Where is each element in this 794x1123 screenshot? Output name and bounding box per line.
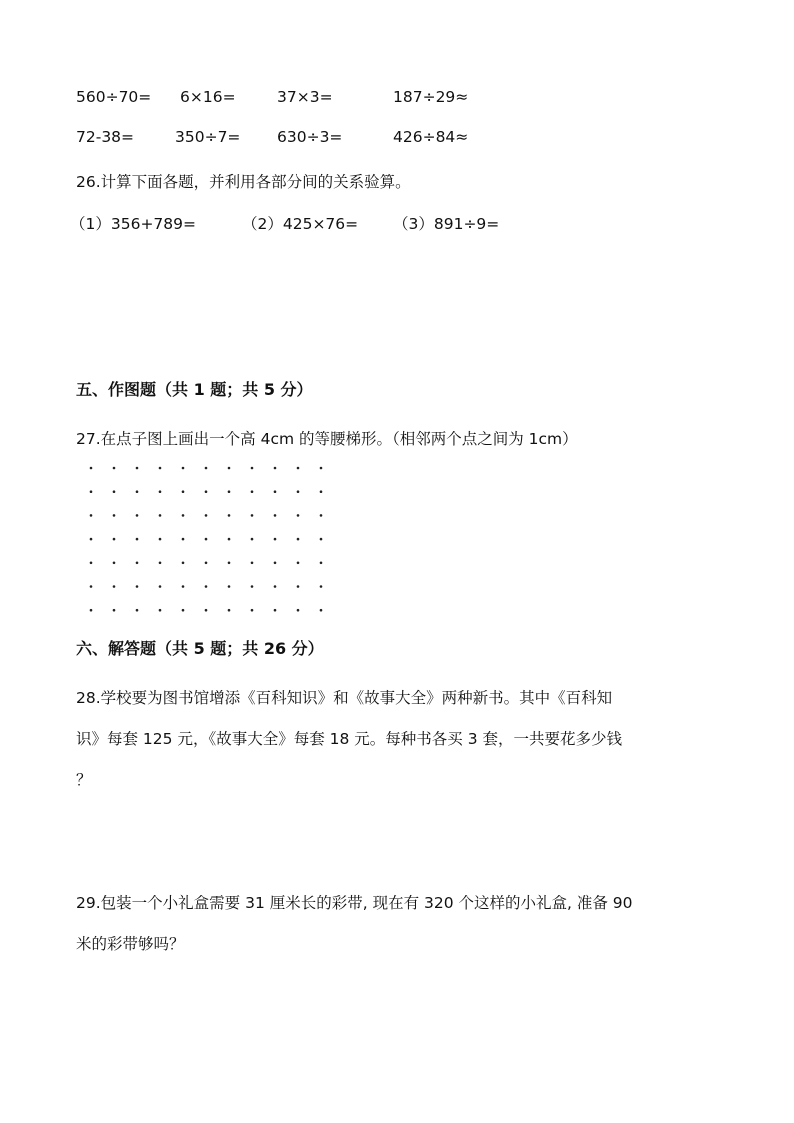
grid-dot <box>182 562 185 565</box>
grid-dot <box>205 490 208 493</box>
grid-dot <box>297 538 300 541</box>
grid-dot <box>274 467 277 470</box>
calc-item: 560÷70= <box>76 88 152 106</box>
grid-dot <box>274 538 277 541</box>
calc-item: 350÷7= <box>175 128 241 146</box>
grid-dot <box>274 609 277 612</box>
grid-dot <box>136 490 139 493</box>
calc-item: 37×3= <box>277 88 333 106</box>
calc-item: 630÷3= <box>277 128 343 146</box>
grid-dot <box>251 562 254 565</box>
grid-dot <box>228 467 231 470</box>
grid-dot <box>320 562 323 565</box>
grid-dot <box>113 562 116 565</box>
question-29-line: 29.包装一个小礼盒需要 31 厘米长的彩带, 现在有 320 个这样的小礼盒, 准备 90 <box>76 894 633 912</box>
grid-dot <box>274 585 277 588</box>
grid-dot <box>228 514 231 517</box>
grid-dot <box>182 609 185 612</box>
grid-dot <box>90 585 93 588</box>
grid-dot <box>136 538 139 541</box>
grid-dot <box>113 585 116 588</box>
question-27-text: 27.在点子图上画出一个高 4cm 的等腰梯形。（相邻两个点之间为 1cm） <box>76 430 578 448</box>
grid-dot <box>205 538 208 541</box>
grid-dot <box>90 562 93 565</box>
grid-dot <box>251 609 254 612</box>
calc-item: 72-38= <box>76 128 135 146</box>
calc-item: 187÷29≈ <box>393 88 469 106</box>
grid-dot <box>320 490 323 493</box>
grid-dot <box>159 562 162 565</box>
grid-dot <box>182 538 185 541</box>
dot-grid[interactable] <box>80 457 340 622</box>
grid-dot <box>297 514 300 517</box>
grid-dot <box>113 514 116 517</box>
grid-dot <box>251 490 254 493</box>
question-26-text: 26.计算下面各题，并利用各部分间的关系验算。 <box>76 173 411 191</box>
calc-item: 426÷84≈ <box>393 128 469 146</box>
question-28-line: 28.学校要为图书馆增添《百科知识》和《故事大全》两种新书。其中《百科知 <box>76 689 613 707</box>
grid-dot <box>297 467 300 470</box>
grid-dot <box>274 490 277 493</box>
grid-dot <box>251 467 254 470</box>
grid-dot <box>113 609 116 612</box>
grid-dot <box>136 585 139 588</box>
question-26-item: （1）356+789= <box>70 215 197 233</box>
grid-dot <box>274 514 277 517</box>
grid-dot <box>113 490 116 493</box>
grid-dot <box>297 609 300 612</box>
grid-dot <box>251 514 254 517</box>
grid-dot <box>228 609 231 612</box>
grid-dot <box>297 490 300 493</box>
grid-dot <box>159 585 162 588</box>
question-28-line: 识》每套 125 元，《故事大全》每套 18 元。每种书各买 3 套，一共要花多少钱 <box>76 730 622 748</box>
grid-dot <box>320 538 323 541</box>
grid-dot <box>90 490 93 493</box>
grid-dot <box>251 538 254 541</box>
grid-dot <box>159 514 162 517</box>
grid-dot <box>113 538 116 541</box>
grid-dot <box>90 467 93 470</box>
question-26-item: （3）891÷9= <box>393 215 500 233</box>
grid-dot <box>90 514 93 517</box>
grid-dot <box>297 562 300 565</box>
grid-dot <box>159 538 162 541</box>
grid-dot <box>205 609 208 612</box>
grid-dot <box>182 490 185 493</box>
grid-dot <box>297 585 300 588</box>
grid-dot <box>136 467 139 470</box>
grid-dot <box>228 538 231 541</box>
grid-dot <box>136 609 139 612</box>
grid-dot <box>320 609 323 612</box>
grid-dot <box>182 585 185 588</box>
grid-dot <box>228 585 231 588</box>
grid-dot <box>205 514 208 517</box>
grid-dot <box>205 585 208 588</box>
grid-dot <box>159 467 162 470</box>
grid-dot <box>205 467 208 470</box>
grid-dot <box>228 562 231 565</box>
grid-dot <box>90 538 93 541</box>
grid-dot <box>320 585 323 588</box>
grid-dot <box>159 490 162 493</box>
question-28-line: ？ <box>76 771 92 789</box>
calc-item: 6×16= <box>180 88 236 106</box>
grid-dot <box>136 514 139 517</box>
grid-dot <box>182 514 185 517</box>
grid-dot <box>274 562 277 565</box>
question-29-line: 米的彩带够吗？ <box>76 935 185 953</box>
section-title: 六、解答题（共 5 题；共 26 分） <box>76 639 324 658</box>
grid-dot <box>320 467 323 470</box>
grid-dot <box>205 562 208 565</box>
grid-dot <box>90 609 93 612</box>
question-26-item: （2）425×76= <box>242 215 359 233</box>
grid-dot <box>320 514 323 517</box>
grid-dot <box>228 490 231 493</box>
grid-dot <box>136 562 139 565</box>
section-title: 五、作图题（共 1 题；共 5 分） <box>76 380 313 399</box>
grid-dot <box>182 467 185 470</box>
grid-dot <box>251 585 254 588</box>
grid-dot <box>159 609 162 612</box>
grid-dot <box>113 467 116 470</box>
